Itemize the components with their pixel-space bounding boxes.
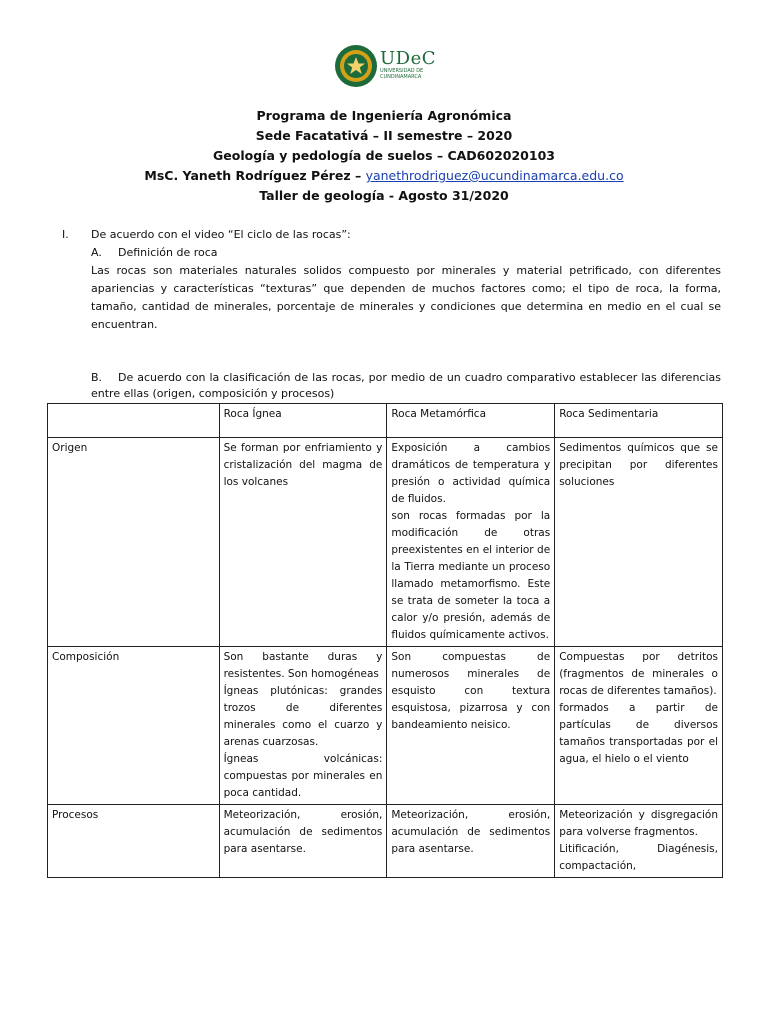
table-header-empty xyxy=(48,404,220,438)
subsection-a-title: Definición de roca xyxy=(118,246,218,259)
cell-origen-sedimentaria: Sedimentos químicos que se precipitan por diferentes soluciones xyxy=(555,438,723,647)
logo-name: UDeC xyxy=(380,48,437,69)
instructor-line xyxy=(0,166,768,186)
table-header-metamorfica: Roca Metamórfica xyxy=(387,404,555,438)
cell-composicion-metamorfica: Son compuestas de numerosos minerales de esquisto con textura esquistosa, pizarrosa y con bandeamiento neisico. xyxy=(387,647,555,805)
row-label-origen: Origen xyxy=(48,438,220,647)
workshop-title: Taller de geología - Agosto 31/2020 xyxy=(259,188,509,203)
cell-procesos-metamorfica: Meteorización, erosión, acumulación de sedimentos para asentarse. xyxy=(387,805,555,878)
subsection-b-instruction: De acuerdo con la clasificación de las rocas, por medio de un cuadro comparativo establecer las diferencias entre ellas (origen, composición y procesos) xyxy=(91,371,721,400)
row-label-composicion: Composición xyxy=(48,647,220,805)
subsection-b-text xyxy=(91,370,721,402)
cell-composicion-sedimentaria xyxy=(555,647,723,805)
subsection-a-label: A. xyxy=(91,246,102,259)
program-title: Programa de Ingeniería Agronómica xyxy=(256,108,512,123)
cell-procesos-ignea: Meteorización, erosión, acumulación de sedimentos para asentarse. xyxy=(219,805,387,878)
section-title: De acuerdo con el video “El ciclo de las rocas”: xyxy=(91,228,351,241)
cell-composicion-ignea xyxy=(219,647,387,805)
cell-text: Litificación, Diagénesis, compactación, xyxy=(559,843,718,872)
instructor-name: MsC. Yaneth Rodríguez Pérez – xyxy=(144,168,366,183)
cell-origen-ignea: Se forman por enfriamiento y cristalización del magma de los volcanes xyxy=(219,438,387,647)
section-number: I. xyxy=(62,228,69,241)
table-row xyxy=(48,805,723,878)
cell-text: Compuestas por detritos (fragmentos de minerales o rocas de diferentes tamaños). xyxy=(559,651,718,697)
logo-subtitle-1: UNIVERSIDAD DE xyxy=(380,68,424,74)
table-header-row xyxy=(48,404,723,438)
table-header-ignea: Roca Ígnea xyxy=(219,404,387,438)
row-label-procesos: Procesos xyxy=(48,805,220,878)
rock-comparison-table xyxy=(47,403,723,878)
cell-text: Exposición a cambios dramáticos de temperatura y presión o actividad química de fluidos. xyxy=(391,442,551,505)
cell-text: Meteorización y disgregación para volverse fragmentos. xyxy=(559,809,718,838)
campus-semester: Sede Facatativá – II semestre – 2020 xyxy=(255,128,513,143)
cell-text: Son bastante duras y resistentes. Son homogéneas xyxy=(223,651,383,680)
table-header-sedimentaria: Roca Sedimentaria xyxy=(555,404,723,438)
cell-text: Ígneas plutónicas: grandes trozos de diferentes minerales como el cuarzo y arenas cuarzosas. xyxy=(223,685,383,748)
rock-definition-paragraph: Las rocas son materiales naturales solidos compuesto por minerales y material petrificado, con diferentes apariencias y características “texturas” que dependen de muchos factores como; el tipo de roca, la forma, tamaño, cantidad de minerales, porcentaje de minerales y condiciones que determina en medio en el cual se encuentran. xyxy=(91,264,721,331)
course-title: Geología y pedología de suelos – CAD602020103 xyxy=(213,148,555,163)
subsection-b-label: B. xyxy=(91,371,103,384)
university-seal-icon xyxy=(334,44,378,88)
table-row xyxy=(48,647,723,805)
cell-text: son rocas formadas por la modificación de otras preexistentes en el interior de la Tierra mediante un proceso llamado metamorfismo. Este se trata de someter la toca a calor y/o presión, además de fluidos químicamente activos. xyxy=(391,510,551,641)
instructor-email-link[interactable]: yanethrodriguez@ucundinamarca.edu.co xyxy=(365,168,624,183)
cell-text: formados a partir de partículas de diversos tamaños transportadas por el agua, el hielo o el viento xyxy=(559,702,718,765)
logo-subtitle-2: CUNDINAMARCA xyxy=(380,74,422,80)
cell-text: Ígneas volcánicas: compuestas por minerales en poca cantidad. xyxy=(223,753,383,799)
university-logo xyxy=(334,44,444,94)
table-row xyxy=(48,438,723,647)
cell-origen-metamorfica xyxy=(387,438,555,647)
cell-procesos-sedimentaria xyxy=(555,805,723,878)
document-header xyxy=(0,106,768,206)
logo-text xyxy=(380,50,436,80)
